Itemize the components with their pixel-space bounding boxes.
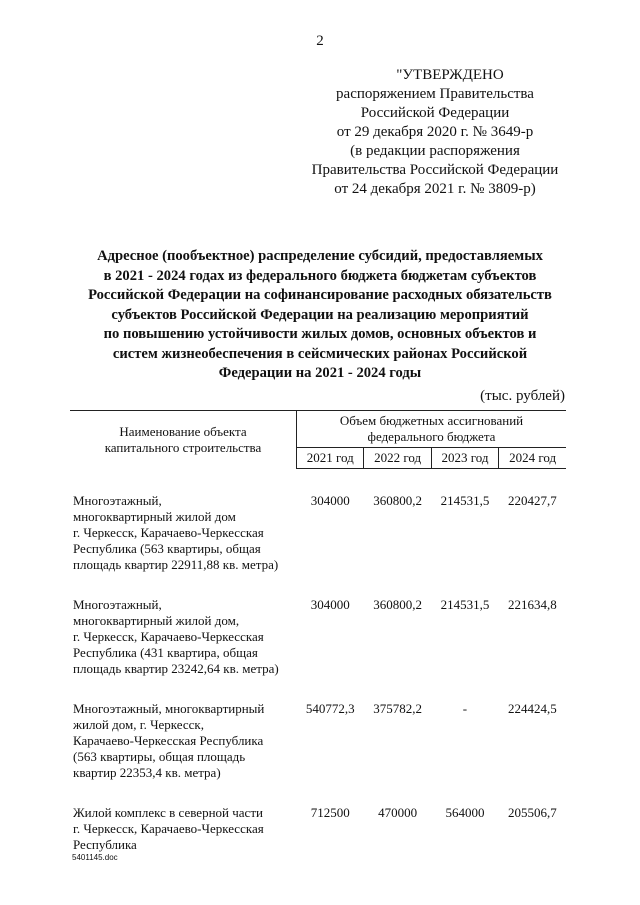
approval-line: от 29 декабря 2020 г. № 3649-р xyxy=(336,124,534,140)
object-name-line: Жилой комплекс в северной части xyxy=(73,805,263,820)
object-name-line: многоквартирный жилой дом, xyxy=(73,613,240,628)
header-line: федерального бюджета xyxy=(367,429,496,444)
object-name-line: Многоэтажный, многоквартирный xyxy=(73,701,265,716)
object-name-line: Многоэтажный, xyxy=(73,493,162,508)
page-number: 2 xyxy=(316,33,324,49)
table-row xyxy=(70,699,566,781)
approval-line: распоряжением Правительства xyxy=(336,86,534,102)
title-line: систем жизнеобеспечения в сейсмических районах Российской xyxy=(112,345,528,362)
header-line: Наименование объекта xyxy=(119,423,247,439)
units-label: (тыс. рублей) xyxy=(480,388,565,404)
object-name-line: квартир 22353,4 кв. метра) xyxy=(73,765,221,780)
value-cell: 205506,7 xyxy=(507,805,557,820)
value-cell: 712500 xyxy=(310,805,350,820)
object-name-line: Республика (563 квартиры, общая xyxy=(73,541,261,556)
value-cell: 221634,8 xyxy=(507,597,557,612)
table-row xyxy=(70,595,566,677)
object-name-cell xyxy=(70,699,297,781)
title-line: по повышению устойчивости жилых домов, основных объектов и xyxy=(103,326,537,342)
approval-line: Российской Федерации xyxy=(360,105,510,121)
value-cell: 540772,3 xyxy=(305,701,355,716)
object-name-cell xyxy=(70,803,297,853)
object-name-line: г. Черкесск, Карачаево-Черкесская xyxy=(73,629,264,644)
column-header-year: 2021 год xyxy=(297,448,364,469)
object-name-line: (563 квартиры, общая площадь xyxy=(73,749,246,764)
object-name-line: Многоэтажный, xyxy=(73,597,162,612)
value-cell: 304000 xyxy=(310,597,350,612)
title-line: Российской Федерации на софинансирование расходных обязательств xyxy=(88,287,552,303)
table-row xyxy=(70,491,566,573)
header-line: Объем бюджетных ассигнований xyxy=(339,413,524,428)
value-cell: 360800,2 xyxy=(373,597,422,612)
object-name-line: жилой дом, г. Черкесск, xyxy=(73,717,205,732)
column-header-object-name xyxy=(70,411,297,469)
value-cell: 214531,5 xyxy=(440,493,490,508)
object-name-line: Республика (431 квартира, общая xyxy=(73,645,258,660)
object-name-line: площадь квартир 23242,64 кв. метра) xyxy=(73,661,279,676)
title-line: Адресное (пообъектное) распределение субсидий, предоставляемых xyxy=(97,248,543,264)
value-cell: 304000 xyxy=(310,493,350,508)
column-header-budget xyxy=(297,411,567,448)
budget-table xyxy=(70,410,566,853)
title-line: субъектов Российской Федерации на реализацию мероприятий xyxy=(111,306,529,323)
title-line: в 2021 - 2024 годах из федерального бюджета бюджетам субъектов xyxy=(103,267,537,284)
document-code: 5401145.doc xyxy=(72,853,118,862)
column-header-year: 2023 год xyxy=(431,448,498,469)
value-cell: 470000 xyxy=(378,805,418,820)
column-header-year: 2024 год xyxy=(499,448,566,469)
approval-line: Правительства Российской Федерации xyxy=(311,162,559,178)
object-name-line: Карачаево-Черкесская Республика xyxy=(73,733,264,748)
approval-line: (в редакции распоряжения xyxy=(350,143,520,159)
value-cell: 375782,2 xyxy=(373,701,422,716)
value-cell: 214531,5 xyxy=(440,597,490,612)
object-name-cell xyxy=(70,491,297,573)
object-name-line: многоквартирный жилой дом xyxy=(73,509,236,524)
object-name-line: г. Черкесск, Карачаево-Черкесская xyxy=(73,525,264,540)
value-cell: 564000 xyxy=(445,805,485,820)
document-title xyxy=(62,247,578,384)
column-header-year: 2022 год xyxy=(364,448,431,469)
object-name-line: площадь квартир 22911,88 кв. метра) xyxy=(73,557,279,572)
approval-line: от 24 декабря 2021 г. № 3809-р) xyxy=(334,181,536,197)
approval-stamp xyxy=(300,66,570,199)
object-name-line: г. Черкесск, Карачаево-Черкесская xyxy=(73,821,264,836)
value-cell: 360800,2 xyxy=(373,493,422,508)
value-cell: 224424,5 xyxy=(507,701,557,716)
value-cell: - xyxy=(462,701,468,716)
table-row xyxy=(70,803,566,853)
value-cell: 220427,7 xyxy=(507,493,557,508)
approval-line: "УТВЕРЖДЕНО xyxy=(396,67,504,83)
title-line: Федерации на 2021 - 2024 годы xyxy=(218,365,422,381)
object-name-cell xyxy=(70,595,297,677)
header-line: капитального строительства xyxy=(104,439,262,455)
object-name-line: Республика xyxy=(73,837,137,852)
